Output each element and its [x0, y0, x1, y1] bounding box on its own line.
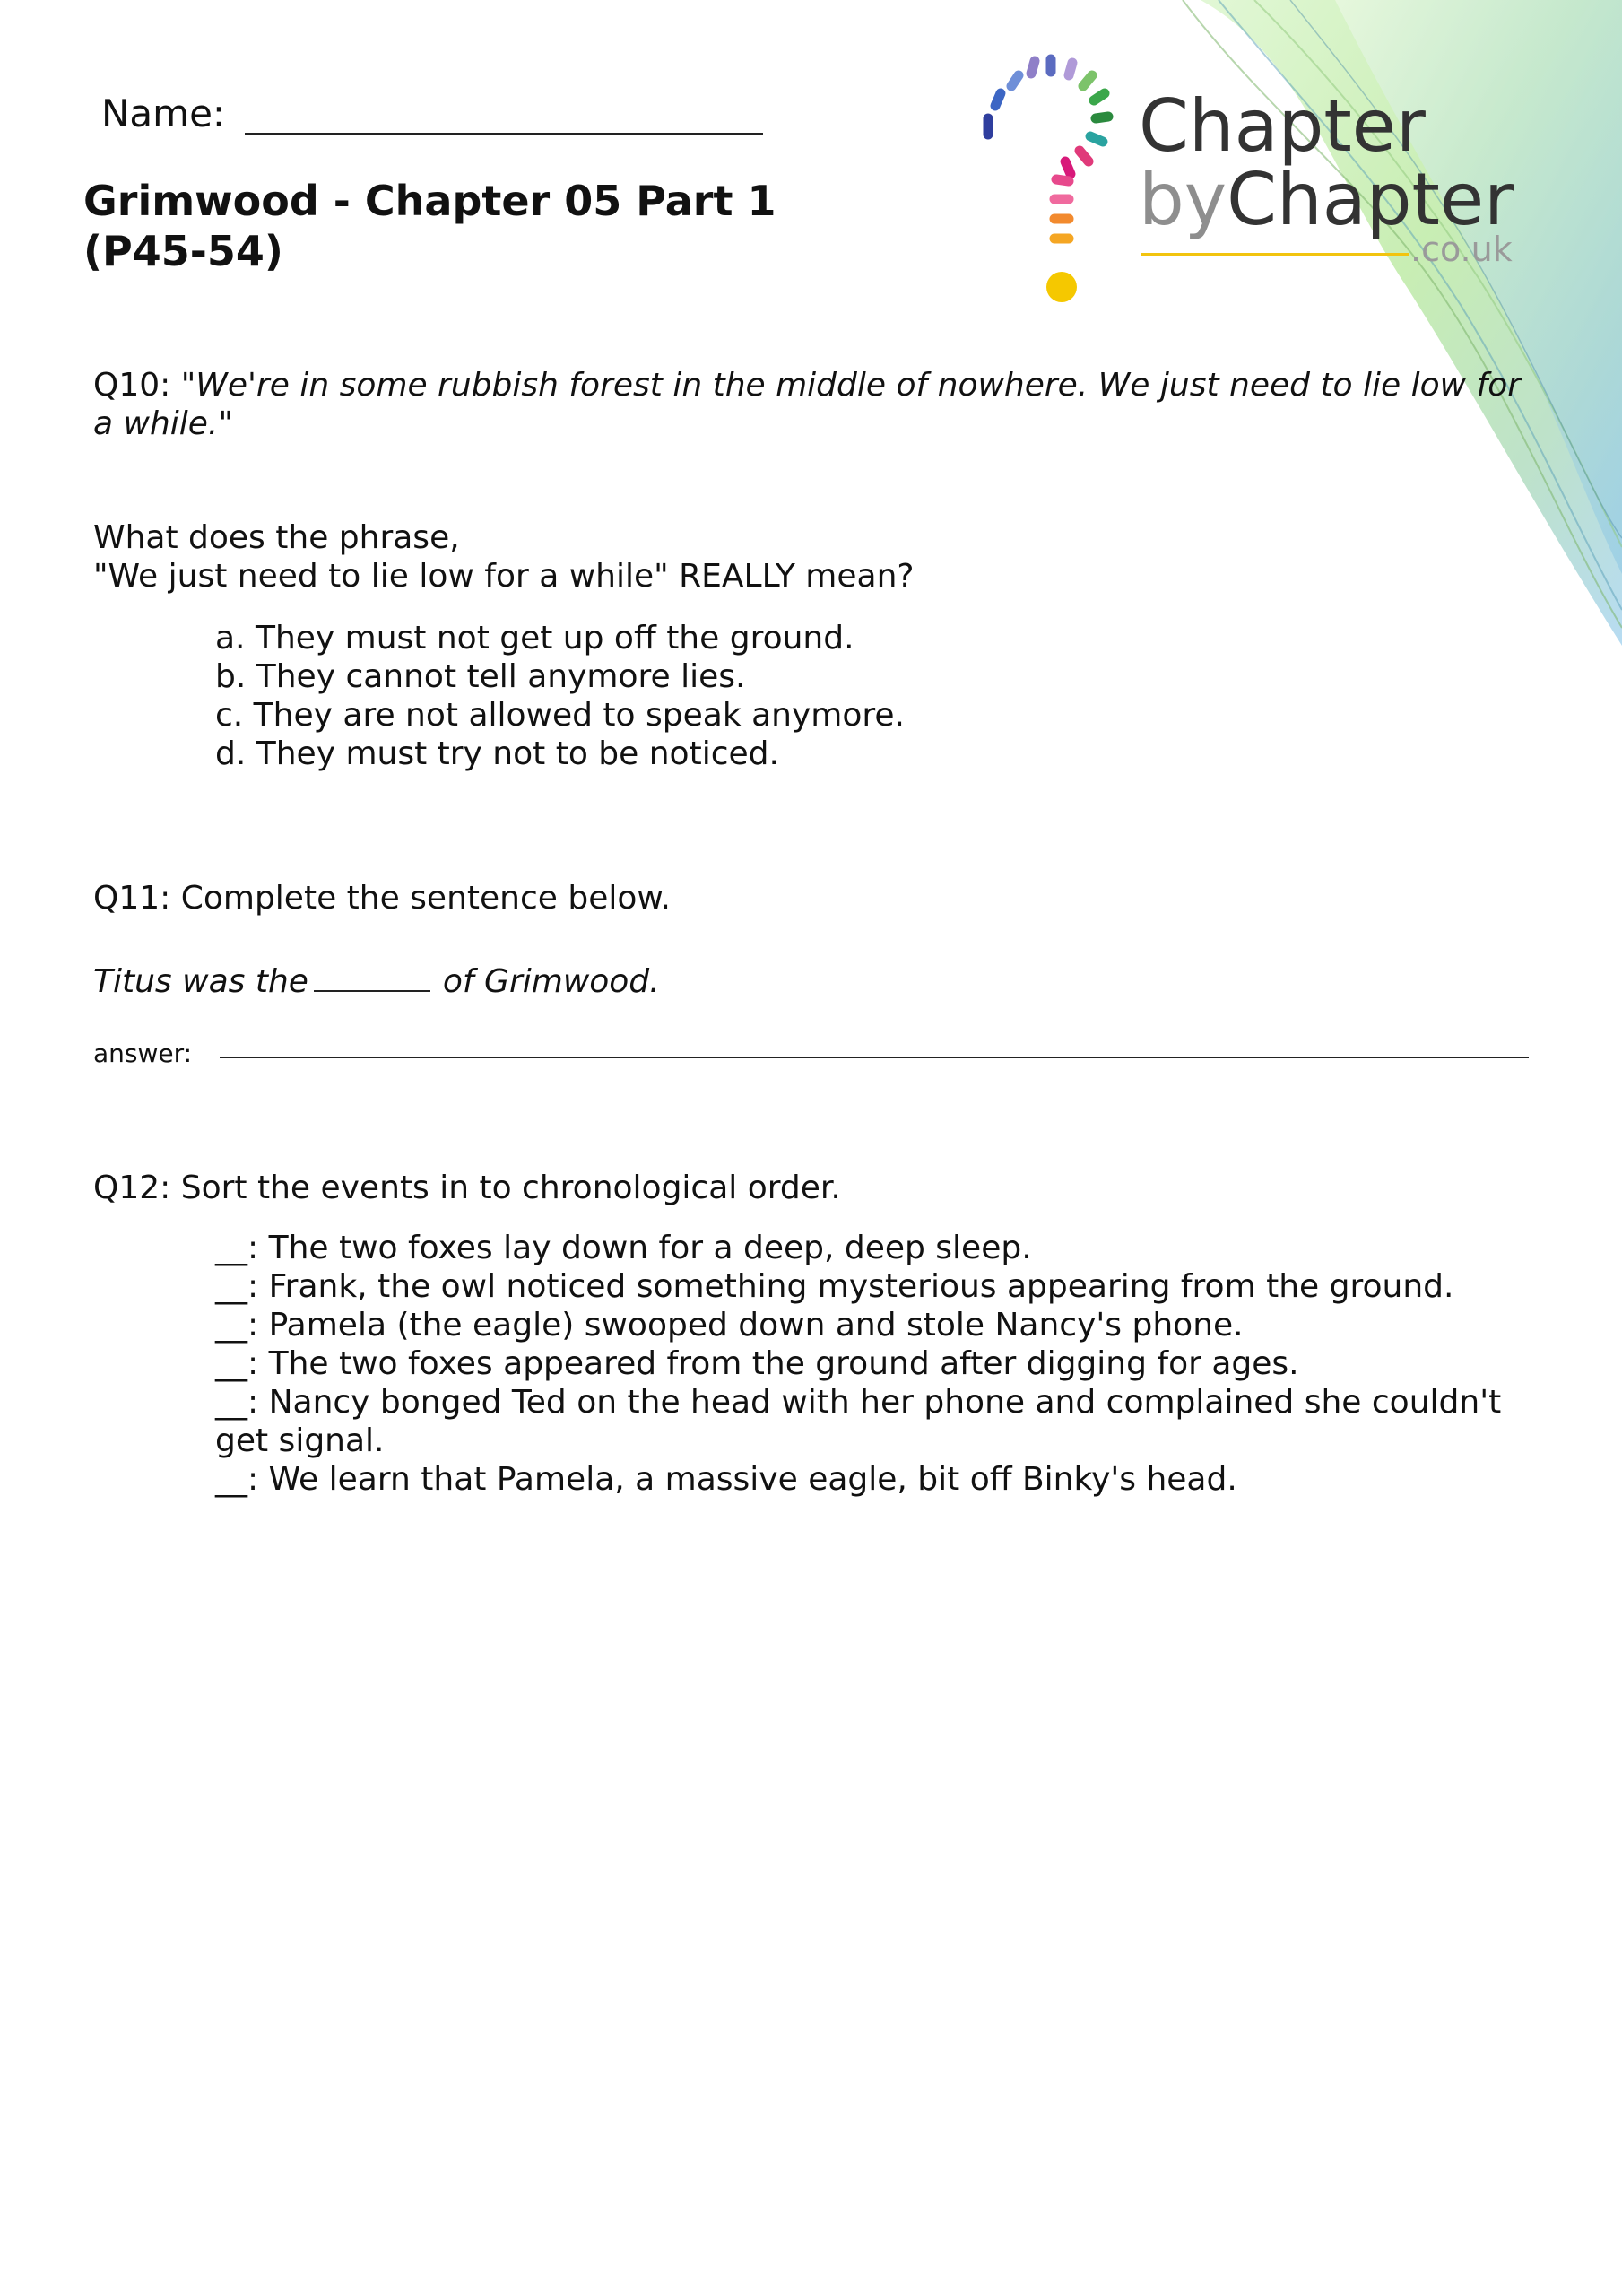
name-label: Name: — [101, 91, 226, 135]
q11-blank[interactable] — [314, 958, 430, 992]
q11-answer-line[interactable] — [220, 1057, 1529, 1058]
q11-sentence — [93, 958, 660, 1000]
q10-prompt-line-1: What does the phrase, — [93, 519, 460, 556]
q10-label: Q10: — [93, 367, 171, 404]
logo-word-chapter: Chapter — [1139, 84, 1426, 168]
q10-prompt — [93, 518, 915, 596]
q10-quote: "We're in some rubbish forest in the middle of nowhere. We just need to lie low for a while." — [93, 367, 1522, 442]
worksheet-title — [83, 176, 890, 276]
q10-option-a: a. They must not get up off the ground. — [215, 620, 854, 657]
q10-option-d: d. They must try not to be noticed. — [215, 735, 779, 772]
question-mark-books-icon — [968, 54, 1130, 314]
logo-wordmark — [1139, 84, 1514, 241]
student-name-field — [101, 90, 763, 135]
title-line-1: Grimwood - Chapter 05 Part 1 — [83, 177, 776, 225]
logo-word-chapter-2: Chapter — [1227, 158, 1514, 241]
q12-event-3: __: Pamela (the eagle) swooped down and stole Nancy's phone. — [215, 1307, 1244, 1344]
q12-event-1: __: The two foxes lay down for a deep, deep sleep. — [215, 1230, 1032, 1266]
q11-answer-label: answer: — [93, 1039, 193, 1068]
logo-domain: .co.uk — [1410, 230, 1513, 269]
chapter-by-chapter-logo — [968, 54, 1542, 314]
title-line-2: (P45-54) — [83, 227, 283, 275]
q12-heading: Q12: Sort the events in to chronological order. — [93, 1170, 841, 1206]
name-underline — [245, 90, 763, 135]
q12-event-2: __: Frank, the owl noticed something mysterious appearing from the ground. — [215, 1268, 1454, 1305]
q10-option-b: b. They cannot tell anymore lies. — [215, 658, 746, 695]
q11-heading: Q11: Complete the sentence below. — [93, 880, 671, 917]
q11-sentence-end: of Grimwood. — [442, 963, 660, 1000]
logo-underline — [1141, 253, 1409, 256]
q10-options — [215, 619, 905, 773]
q10-option-c: c. They are not allowed to speak anymore. — [215, 697, 905, 734]
q12-event-6: __: We learn that Pamela, a massive eagle, bit off Binky's head. — [215, 1461, 1237, 1498]
q12-events-list — [215, 1229, 1542, 1499]
q10-question — [93, 366, 1528, 443]
q10-prompt-line-2: "We just need to lie low for a while" REALLY mean? — [93, 558, 915, 595]
q11-sentence-start: Titus was the — [93, 963, 308, 1000]
logo-word-by: by — [1139, 158, 1227, 241]
q12-event-5: __: Nancy bonged Ted on the head with her phone and complained she couldn't get signal. — [215, 1384, 1502, 1459]
q12-event-4: __: The two foxes appeared from the ground after digging for ages. — [215, 1345, 1299, 1382]
